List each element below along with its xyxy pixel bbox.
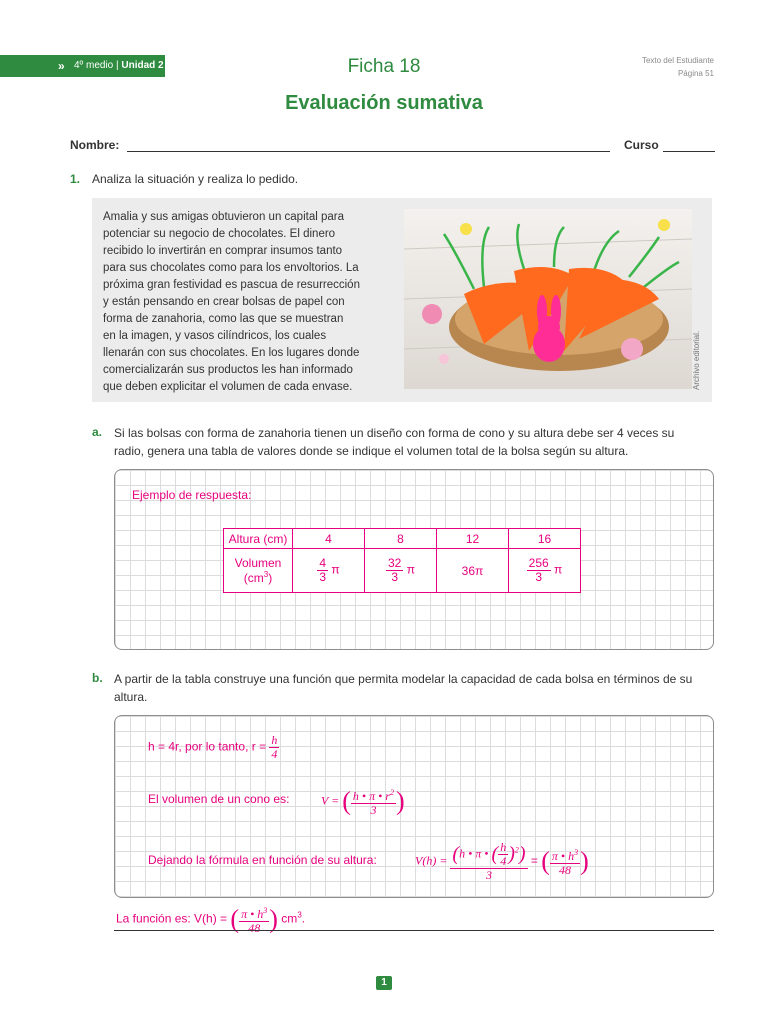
fraction — [317, 557, 328, 584]
formula-lhs: V(h) = — [415, 853, 451, 868]
denominator: 4 — [500, 854, 507, 868]
ficha-number: Ficha 18 — [347, 56, 421, 77]
denominator: 3 — [485, 868, 492, 882]
numerator — [550, 846, 580, 864]
volume-table — [223, 528, 581, 593]
numerator-text: π • h — [241, 907, 264, 921]
double-chevron-icon: » — [58, 59, 65, 73]
pi-symbol: π — [406, 562, 415, 577]
exponent: 3 — [263, 906, 268, 915]
pi-symbol: π — [331, 562, 340, 577]
part-a-letter: a. — [92, 425, 103, 439]
part-b-letter: b. — [92, 671, 103, 685]
exponent: 2 — [514, 845, 519, 855]
denominator: 3 — [370, 803, 377, 817]
unit-open: (cm — [243, 571, 264, 585]
table-cell: 36π — [437, 549, 509, 593]
answer-example-label: Ejemplo de respuesta: — [132, 488, 252, 502]
answer-box-b — [114, 715, 714, 898]
numerator: 256 — [528, 556, 549, 570]
denominator: 3 — [319, 570, 327, 584]
equals: = — [527, 853, 542, 868]
denominator: 4 — [271, 747, 278, 761]
cone-volume-label: El volumen de un cono es: — [148, 792, 290, 806]
situation-text: Amalia y sus amigas obtuvieron un capital para potenciar su negocio de chocolates. El dinero recibido lo invertirán en comprar insumos tanto para sus chocolates como para los envoltorios. La próxima gran festividad es pascua de resurrección y están pensando en crear bolsas de papel con forma de zanahoria, como las que se muestran en la imagen, y vasos cilíndricos, los cuales llenarán con sus chocolates. En los lugares donde comercializarán sus productos les han informado que deben explicitar el volumen de cada envase. — [103, 211, 360, 393]
table-cell — [365, 549, 437, 593]
relation-text: h = 4r, por lo tanto, r = — [148, 739, 270, 754]
denominator: 48 — [559, 863, 571, 877]
numerator — [239, 904, 269, 922]
unit-prefix: 4º medio | — [74, 60, 122, 71]
numerator — [351, 786, 396, 804]
volume-unit — [224, 570, 292, 585]
final-answer: La función es: V(h) = ( $\frac{\pi • h^3}{48}$ ) $cm^3$. — [116, 904, 306, 935]
carrot-bags-illustration — [404, 209, 692, 389]
table-cell: 12 — [437, 529, 509, 549]
question-number: 1. — [70, 172, 81, 186]
denominator: 3 — [391, 570, 399, 584]
nombre-field[interactable] — [127, 151, 610, 152]
curso-label: Curso — [624, 138, 659, 152]
table-header-height: Altura (cm) — [224, 529, 293, 549]
numerator: (h • π • ( $\frac{h}{4}$ )$^2$) — [452, 840, 526, 868]
height-formula: V(h) = (h • π • ( $\frac{h}{4}$ )$^2$) 3 = ( $\frac{\pi • h^3}{48}$ ) — [415, 840, 589, 882]
inner-fraction — [498, 841, 508, 868]
numerator: 4 — [319, 556, 327, 570]
unit: cm — [277, 911, 298, 926]
exponent: 3 — [574, 848, 579, 857]
answer-box-a — [114, 469, 714, 650]
exponent: 2 — [389, 788, 394, 797]
nombre-label: Nombre: — [70, 138, 120, 152]
table-cell — [293, 549, 365, 593]
table-header-volume — [224, 549, 293, 593]
unit-exponent: 3 — [297, 910, 302, 920]
fraction — [269, 734, 279, 761]
fraction — [550, 846, 580, 877]
unit-sup: 3 — [263, 570, 269, 579]
part-b-text: A partir de la tabla construye una función que permita modelar la capacidad de cada bolsa en términos de su altura. — [114, 672, 693, 704]
numerator: h — [500, 840, 507, 854]
fraction — [351, 786, 396, 817]
carrot-bags-photo — [404, 209, 692, 389]
table-cell — [509, 549, 581, 593]
numerator: 32 — [388, 556, 402, 570]
numerator: h — [271, 733, 278, 747]
page-number: 1 — [376, 976, 392, 990]
page-title: Evaluación sumativa — [285, 92, 483, 114]
numerator-text: π • h — [551, 849, 575, 863]
ref-book: Texto del Estudiante — [641, 56, 714, 65]
curso-field[interactable] — [663, 151, 715, 152]
table-cell: 4 — [293, 529, 365, 549]
volume-label: Volumen — [234, 556, 282, 570]
relation-line — [148, 734, 279, 761]
formula-lhs: V = — [321, 793, 343, 808]
period: . — [301, 911, 306, 926]
numerator-text: h • π • — [459, 846, 492, 861]
unit-close: ) — [268, 571, 273, 585]
table-cell: 16 — [509, 529, 581, 549]
photo-credit: Archivo editorial. — [692, 330, 701, 390]
question-text: Analiza la situación y realiza lo pedido. — [92, 172, 299, 186]
fraction — [527, 557, 551, 584]
fraction — [450, 841, 527, 882]
pi-symbol: π — [554, 562, 563, 577]
part-a-text: Si las bolsas con forma de zanahoria tienen un diseño con forma de cono y su altura debe ser 4 veces su radio, genera una tabla de valores donde se indique el volumen total de la bolsa según su altura. — [114, 426, 675, 458]
unit-label: Unidad 2 — [121, 60, 164, 71]
table-cell: 8 — [365, 529, 437, 549]
denominator: 48 — [248, 921, 261, 935]
final-answer-text: La función es: V(h) = — [116, 911, 231, 926]
answer-line — [114, 930, 714, 931]
ref-page: Página 51 — [677, 69, 714, 78]
cone-volume-formula: V = ( $\frac{h • \pi • r^2}{3}$ ) — [321, 786, 405, 817]
height-formula-label: Dejando la fórmula en función de su altura: — [148, 853, 377, 867]
numerator-text: h • π • r — [352, 789, 390, 803]
fraction — [386, 557, 403, 584]
text-reference — [642, 54, 714, 80]
denominator: 3 — [535, 570, 543, 584]
